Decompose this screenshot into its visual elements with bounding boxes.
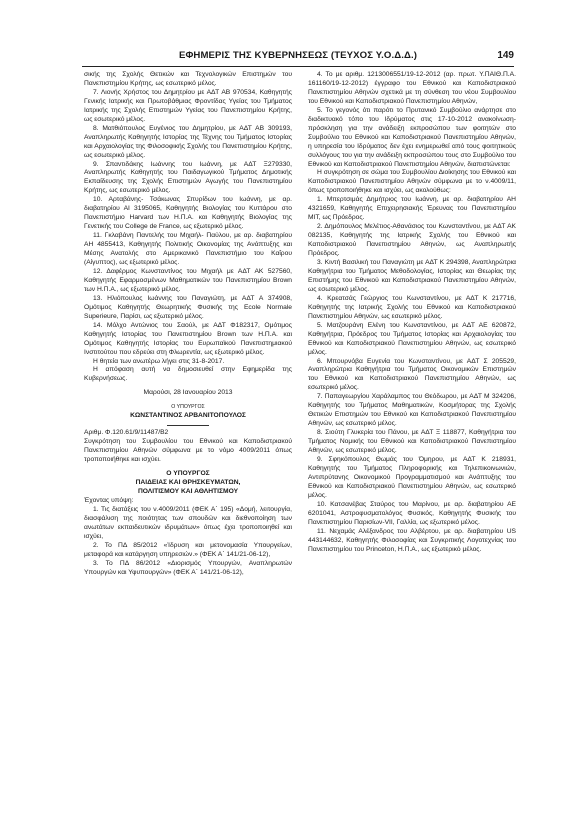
paragraph: σικής της Σχολής Θετικών και Τεχνολογικών Επιστημών του Πανεπιστημίου Κρήτης, ως εσωτερικό μέλος. [84, 71, 292, 87]
paragraph: 4. Κρεατσάς Γεώργιος του Κωνσταντίνου, με ΑΔΤ Κ 217716, Καθηγητής της Ιατρικής Σχολής του Εθνικού και Καποδιστριακού Πανεπιστημίου Αθηνών, ως εσωτερικό μέλος. [308, 294, 516, 320]
page-number: 149 [497, 50, 514, 61]
paragraph: 8. Ματθιόπουλος Ευγένιος του Δημητρίου, με ΑΔΤ ΑΒ 309193, Αναπληρωτής Καθηγητής Ιστορίας της Τέχνης του Τμήματος Ιστορίας και Αρχαιολογίας της Φιλοσοφικής Σχολής του Πανεπιστημίου Κρήτης, ως εσωτερικό μέλος. [84, 124, 292, 159]
paragraph: 10. Αρταβάνης- Τσάκωνας Σπυρίδων του Ιωάννη, με αρ. διαβατηρίου ΑΙ 3195065, Καθηγητής Βιολογίας του Κυττάρου στο Πανεπιστήμιο Harvard των Η.Π.Α. και Καθηγητής Βιολογίας της Γενετικής του College de France, ως εξωτερικό μέλος. [84, 196, 292, 231]
paragraph: 2. Το ΠΔ 85/2012 «Ίδρυση και μετονομασία Υπουργείων, μεταφορά και κατάργηση υπηρεσιών.» (ΦΕΚ Α΄ 141/21-06-12), [84, 541, 292, 558]
place-date: Μαρούσι, 28 Ιανουαρίου 2013 [143, 389, 233, 397]
signatory-name: ΚΩΝΣΤΑΝΤΙΝΟΣ ΑΡΒΑΝΙΤΟΠΟΥΛΟΣ [130, 412, 246, 420]
paragraph: 12. Δαφέρμος Κωνσταντίνος του Μιχαήλ με ΑΔΤ ΑΚ 527560, Καθηγητής Εφαρμοσμένων Μαθηματικών του Πανεπιστημίου Brown των Η.Π.Α., ως εξωτερικό μέλος. [84, 267, 292, 293]
ministry-heading: Ο ΥΠΟΥΡΓΟΣ [166, 470, 210, 478]
paragraph: 3. Κιντή Βασιλική του Παναγιώτη με ΑΔΤ Κ 294398, Αναπληρώτρια Καθηγήτρια του Τμήματος Μεθοδολογίας, Ιστορίας και Θεωρίας της Επιστήμης του Εθνικού και Καποδιστριακού Πανεπιστημίου Αθηνών, ως εσωτερικό μέλος. [308, 259, 516, 293]
decision-number: Αριθμ. Φ.120.61/9/11487/Β2 [84, 429, 169, 437]
paragraph: Η συγκρότηση σε σώμα του Συμβουλίου Διοίκησης του Εθνικού και Καποδιστριακού Πανεπιστημίου Αθηνών σύμφωνα με το ν.4009/11, όπως τροποποιήθηκε και ισχύει, ως ακολούθως: [308, 169, 516, 195]
paragraph: 11. Νεχαμάς Αλέξανδρος του Αλβέρτου, με αρ. διαβατηρίου US 443144632, Καθηγητής Φιλοσοφίας και Συγκριτικής Λογοτεχνίας του Πανεπιστημίου του Princeton, Η.Π.Α., ως εξωτερικό μέλος. [308, 527, 516, 553]
paragraph: 7. Λιονής Χρήστος του Δημητρίου με ΑΔΤ ΑΒ 970534, Καθηγητής Γενικής Ιατρικής και Πρωτοβάθμιας Φροντίδας Υγείας του Τμήματος Ιατρικής της Σχολής Επιστημών Υγείας του Πανεπιστημίου Κρήτης, ως εσωτερικό μέλος. [84, 88, 292, 123]
paragraph: Η θητεία των ανωτέρω λήγει στις 31-8-2017. [93, 357, 225, 365]
left-column [84, 71, 292, 577]
paragraph: 1. Μπερτσιμάς Δημήτριος του Ιωάννη, με αρ. διαβατηρίου ΑΗ 4321659, Καθηγητής Επιχειρησιακής Έρευνας του Πανεπιστημίου MIT, ως Πρόεδρος. [308, 196, 516, 222]
paragraph: 3. Το ΠΔ 86/2012 «Διορισμός Υπουργών, Αναπληρωτών Υπουργών και Υφυπουργών» (ΦΕΚ Α΄ 141/21-06-12), [84, 559, 292, 576]
paragraph: 5. Το γεγονός ότι παρότι το Πρυτανικό Συμβούλιο ανάρτησε στο διαδικτυακό τόπο του Ιδρύματος στις 17-10-2012 ανακοίνωση- πρόσκληση για την ανάδειξη εκπροσώπου των φοιτητών στο Συμβούλιο του Εθνικού και Καποδιστριακού Πανεπιστημίου Αθηνών, η υπηρεσία του Ιδρύματος δεν έχει ενημερωθεί από τους φοιτητικούς συλλόγους του για την ανάδειξη εκπροσώπου τους στο Συμβούλιο του Εθνικού και Καποδιστριακού Πανεπιστημίου Αθηνών, διαπιστώνεται: [308, 106, 516, 168]
paragraph: 7. Παπαγεωργίου Χαράλαμπος του Θεόδωρου, με ΑΔΤ Μ 324206, Καθηγητής του Τμήματος Μαθηματικών, Κοσμήτορας της Σχολής Θετικών Επιστημών του Εθνικού και Καποδιστριακού Πανεπιστημίου Αθηνών, ως εσωτερικό μέλος. [308, 393, 516, 428]
gazette-title: ΕΦΗΜΕΡΙΣ ΤΗΣ ΚΥΒΕΡΝΗΣΕΩΣ (ΤΕΥΧΟΣ Υ.Ο.Δ.Δ.) [178, 50, 418, 61]
decision-subject: Συγκρότηση του Συμβουλίου του Εθνικού και Καποδιστριακού Πανεπιστημίου Αθηνών σύμφωνα με το νόμο 4009/2011 όπως τροποποιήθηκε και ισχύει. [84, 438, 292, 464]
paragraph: 11. Γκλαβάνη Παντελής του Μιχαήλ- Παύλου, με αρ. διαβατηρίου ΑΗ 4855413, Καθηγητής Πολιτικής Οικονομίας της Ανάπτυξης και Μέσης Ανατολής στο Αμερικανικό Πανεπιστήμιο του Καΐρου (Αίγυπτος), ως εξωτερικό μέλος. [84, 232, 292, 267]
paragraph: 8. Σιούτη Γλυκερία του Πάνου, με ΑΔΤ Ξ 118877, Καθηγήτρια του Τμήματος Νομικής του Εθνικού και Καποδιστριακού Πανεπιστημίου Αθηνών, ως εσωτερικό μέλος. [308, 429, 516, 455]
paragraph: 4. Το με αριθμ. 1213006551/19-12-2012 (αρ. πρωτ. Υ.ΠΑΙΘ.Π.Α. 161160/19-12-2012) έγγραφο του Εθνικού και Καποδιστριακού Πανεπιστημίου Αθηνών σχετικά με τη σύνθεση του νέου Συμβουλίου του Εθνικού και Καποδιστριακού Πανεπιστημίου Αθηνών, [308, 71, 516, 105]
page-header [82, 50, 514, 66]
paragraph: 10. Κατσανέβας Σταύρος του Μαρίνου, με αρ. διαβατηρίου ΑΕ 6201041, Αστροφυσματολόγος Φυσικός, Καθηγητής Φυσικής του Πανεπιστημίου Παρισίων-VII, Γαλλία, ως εξωτερικό μέλος. [308, 500, 516, 526]
considering-label: Έχοντας υπόψη: [84, 496, 134, 504]
paragraph: 13. Ηλιόπουλος Ιωάννης του Παναγιώτη, με ΑΔΤ Α 374908, Ομότιμος Καθηγητής Θεωρητικής Φυσικής της Ecole Normale Superieure, Παρίσι, ως εξωτερικό μέλος. [84, 294, 292, 320]
paragraph: 5. Ματζουράνη Ελένη του Κωνσταντίνου, με ΑΔΤ ΑΕ 620872, Καθηγήτρια, Πρόεδρος του Τμήματος Ιστορίας και Αρχαιολογίας του Εθνικού και Καποδιστριακού Πανεπιστημίου Αθηνών, ως εσωτερικό μέλος. [308, 321, 516, 356]
header-rule [82, 66, 514, 67]
paragraph: 6. Μπουρνόβα Ευγενία του Κωνσταντίνου, με ΑΔΤ Σ 205529, Αναπληρώτρια Καθηγήτρια του Τμήματος Οικονομικών Επιστημών του Εθνικού και Καποδιστριακού Πανεπιστημίου Αθηνών, ως εσωτερικό μέλος. [308, 357, 516, 392]
paragraph: 2. Δημόπουλος Μελέτιος-Αθανάσιος του Κωνσταντίνου, με ΑΔΤ ΑΚ 082135, Καθηγητής της Ιατρικής Σχολής του Εθνικού και Καποδιστριακού Πανεπιστημίου Αθηνών, ως Αναπληρωτής Πρόεδρος. [308, 223, 516, 258]
paragraph: Η απόφαση αυτή να δημοσιευθεί στην Εφημερίδα της Κυβερνήσεως. [84, 366, 292, 383]
paragraph: 9. Σπαντιδάκης Ιωάννης του Ιωάννη, με ΑΔΤ Ξ279330, Αναπληρωτής Καθηγητής του Παιδαγωγικού Τμήματος Δημοτικής Εκπαίδευσης της Σχολής Επιστημών Αγωγής του Πανεπιστημίου Κρήτης, ως εσωτερικό μέλος. [84, 160, 292, 195]
ministry-heading: ΠΑΙΔΕΙΑΣ ΚΑΙ ΘΡΗΣΚΕΥΜΑΤΩΝ, [135, 478, 241, 486]
signatory-role: Ο ΥΠΟΥΡΓΟΣ [171, 404, 205, 411]
separator [167, 425, 209, 426]
paragraph: 9. Σφηκόπουλος Θωμάς του Όμηρου, με ΑΔΤ Κ 218931, Καθηγητής του Τμήματος Πληροφορικής και Τηλεπικοινωνιών, Αντιπρύτανης Οικονομικού Προγραμματισμού και Ανάπτυξης του Εθνικού και Καποδιστριακού Πανεπιστημίου Αθηνών, ως εσωτερικό μέλος. [308, 455, 516, 499]
paragraph: 14. Μόλχο Αντώνιος του Σαούλ, με ΑΔΤ Φ182317, Ομότιμος Καθηγητής Ιστορίας του Πανεπιστημίου Brown των Η.Π.Α. και Ομότιμος Καθηγητής Ιστορίας του Ευρωπαϊκού Πανεπιστημιακού Ινστιτούτου που εδρεύει στη Φλωρεντία, ως εξωτερικό μέλος. [84, 321, 292, 356]
paragraph: 1. Τις διατάξεις του ν.4009/2011 (ΦΕΚ Α΄ 195) «Δομή, λειτουργία, διασφάλιση της ποιότητας των σπουδών και διεθνοποίηση των ανωτάτων εκπαιδευτικών ιδρυμάτων» όπως έχει τροποποιηθεί και ισχύει, [84, 505, 292, 540]
right-column [308, 71, 516, 554]
ministry-heading: ΠΟΛΙΤΙΣΜΟΥ ΚΑΙ ΑΘΛΗΤΙΣΜΟΥ [137, 487, 239, 495]
